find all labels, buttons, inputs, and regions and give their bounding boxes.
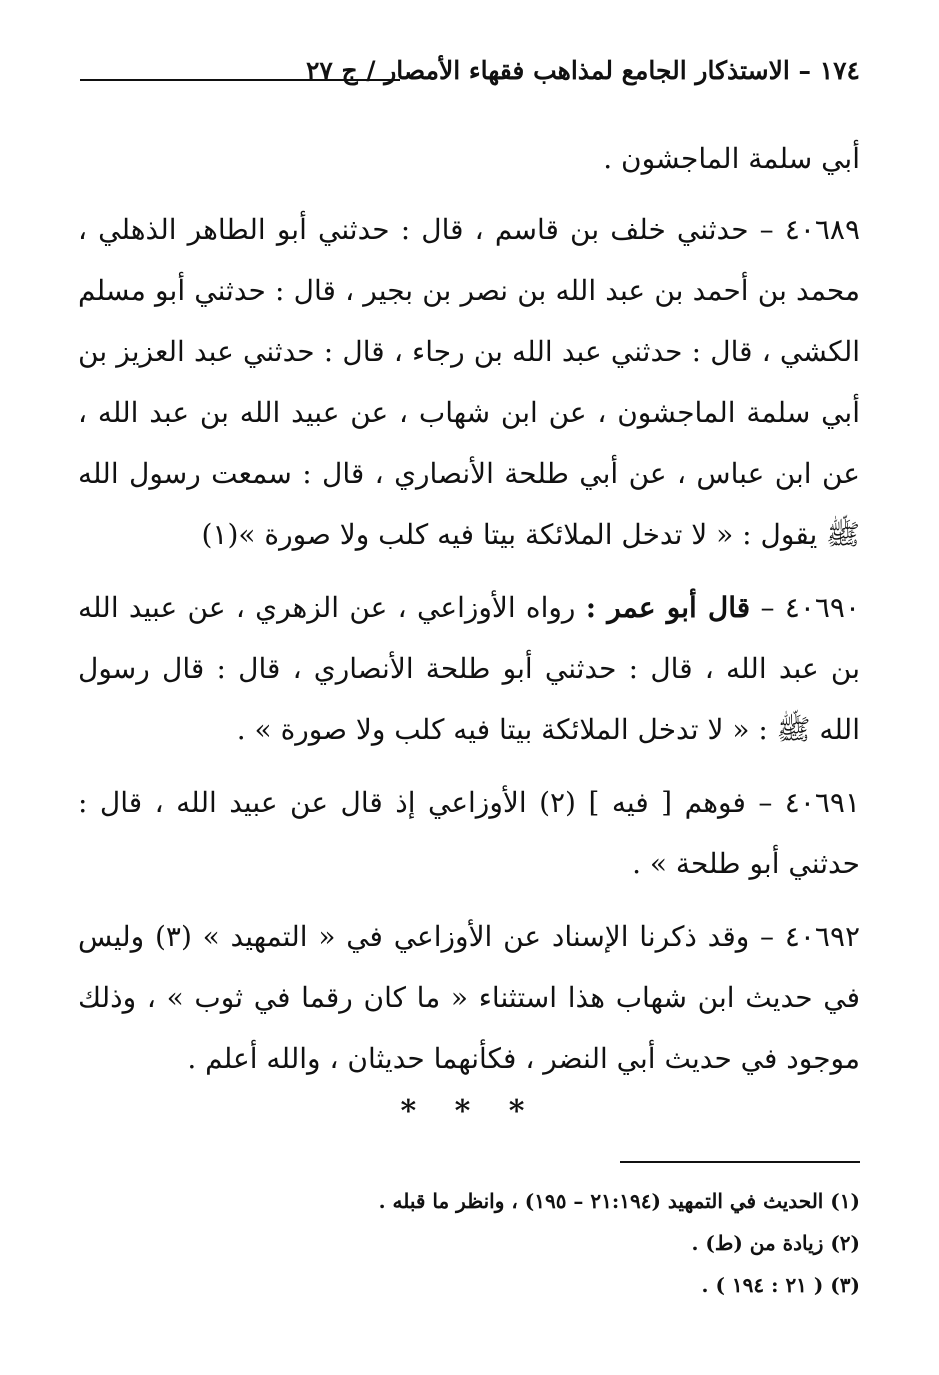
paragraph-text: حدثني خلف بن قاسم ، قال : حدثني أبو الطاهر الذهلي ، محمد بن أحمد بن عبد الله بن نصر بن بجير ، قال : حدثني أبو مسلم الكشي ، قال : حدثني عبد الله بن رجاء ، قال : حدثني عبد العزيز بن أبي سلمة الماجشون ، عن ابن شهاب ، عن عبيد الله بن عبد الله ، عن ابن عباس ، عن أبي طلحة الأنصاري ، قال : سمعت رسول الله ﷺ يقول : « لا تدخل الملائكة بيتا فيه كلب ولا صورة »(١) (78, 213, 860, 551)
footnote-3: (٣) ( ٢١ : ١٩٤ ) . (701, 1273, 860, 1297)
paragraph-number: ٤٠٦٩٢ – (760, 920, 861, 953)
paragraph-lead: قال أبو عمر : (585, 591, 751, 624)
paragraph-number: ٤٠٦٨٩ – (759, 213, 861, 246)
header-rule (80, 79, 400, 81)
footnote-1: (١) الحديث في التمهيد (٢١:١٩٤ – ١٩٥) ، وانظر ما قبله . (378, 1189, 860, 1213)
paragraph-40689 (78, 199, 860, 565)
header-title: ١٧٤ – الاستذكار الجامع لمذاهب فقهاء الأمصار / ج ٢٧ (305, 56, 860, 85)
paragraph-40692 (78, 906, 860, 1089)
section-separator: * * * (400, 1094, 539, 1129)
paragraph-continuation (78, 128, 860, 189)
paragraph-40690 (78, 577, 860, 760)
paragraph-text: فوهم [ فيه ] (٢) الأوزاعي إذ قال عن عبيد الله ، قال : حدثني أبو طلحة » . (78, 786, 860, 880)
paragraph-number: ٤٠٦٩٠ – (760, 591, 861, 624)
footnote-rule (620, 1161, 860, 1163)
paragraph-40691 (78, 772, 860, 894)
main-text (78, 128, 860, 1101)
running-header (80, 52, 860, 108)
paragraph-text: رواه الأوزاعي ، عن الزهري ، عن عبيد الله بن عبد الله ، قال : حدثني أبو طلحة الأنصاري ، قال : قال رسول الله ﷺ : « لا تدخل الملائكة بيتا فيه كلب ولا صورة » . (78, 591, 860, 746)
footnote-2: (٢) زيادة من (ط) . (691, 1231, 860, 1255)
paragraph-number: ٤٠٦٩١ – (758, 786, 860, 819)
paragraph-text: وقد ذكرنا الإسناد عن الأوزاعي في « التمهيد » (٣) وليس في حديث ابن شهاب هذا استثناء « ما كان رقما في ثوب » ، وذلك موجود في حديث أبي النضر ، فكأنهما حديثان ، والله أعلم . (78, 920, 860, 1075)
paragraph-text: أبي سلمة الماجشون . (603, 142, 860, 175)
footnotes (300, 1180, 860, 1306)
